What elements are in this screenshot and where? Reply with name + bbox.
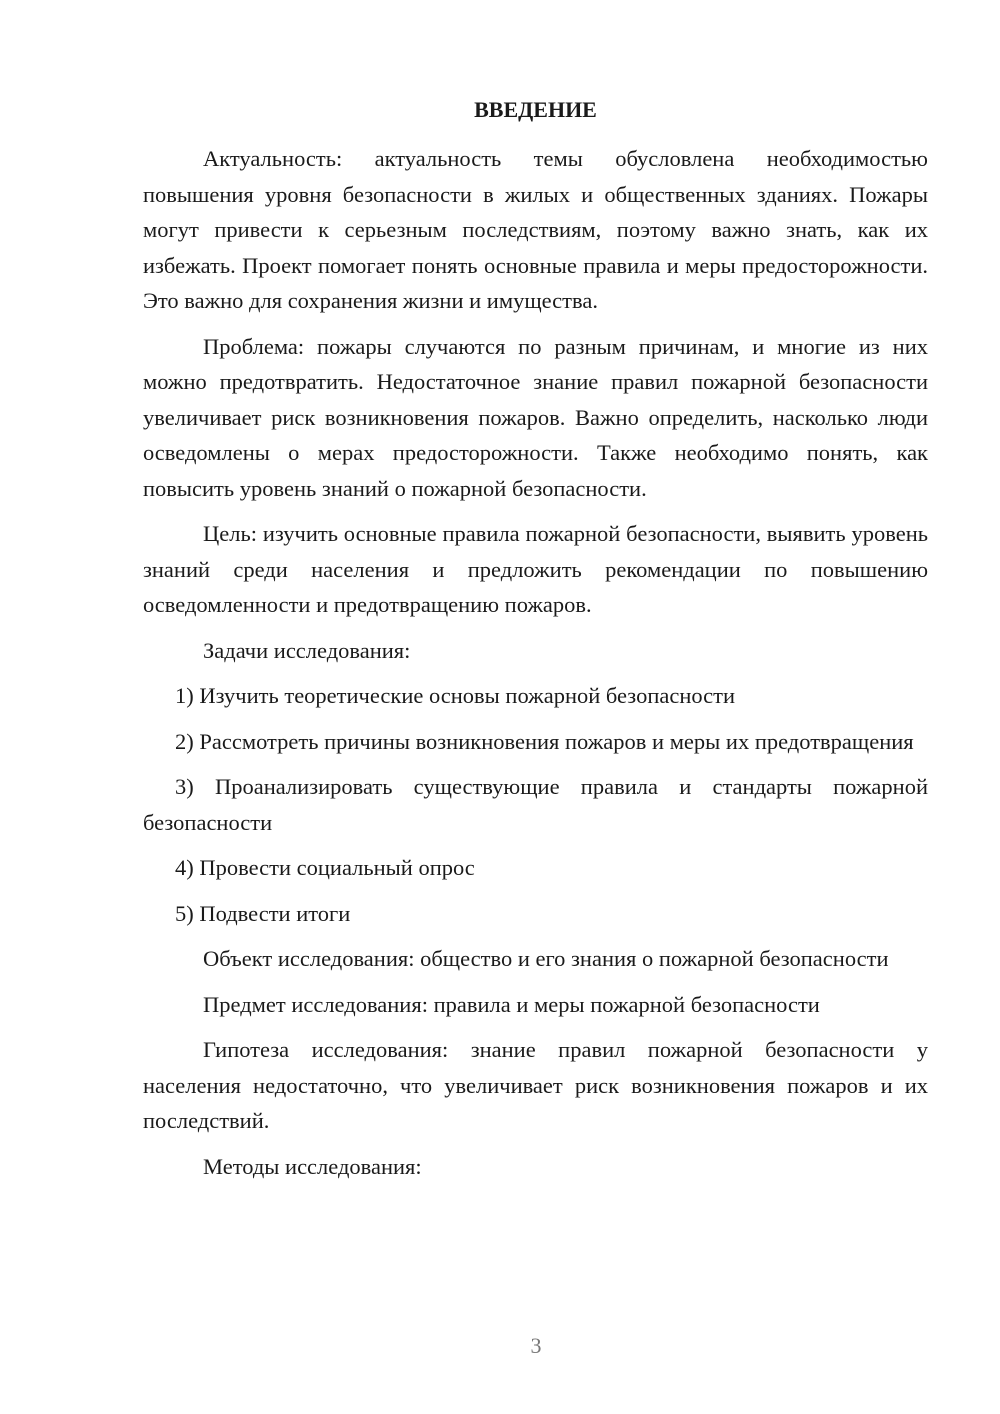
subject-paragraph: Предмет исследования: правила и меры пожарной безопасности — [203, 991, 820, 1017]
problem-paragraph: Проблема: пожары случаются по разным причинам, и многие из них можно предотвратить. Недостаточное знание правил пожарной безопасности увеличивает риск возникновения пожаров. Важно определить, насколько люди осведомлены о мерах предосторожности. Также необходимо понять, как повысить уровень знаний о пожарной безопасности. — [143, 333, 928, 501]
task-item-3: 3) Проанализировать существующие правила и стандарты пожарной безопасности — [143, 774, 928, 835]
document-page — [143, 92, 928, 1184]
object-paragraph: Объект исследования: общество и его знания о пожарной безопасности — [203, 946, 889, 971]
task-item-2: 2) Рассмотреть причины возникновения пожаров и меры их предотвращения — [175, 728, 914, 754]
section-title: ВВЕДЕНИЕ — [474, 97, 597, 122]
task-item-4: 4) Провести социальный опрос — [175, 855, 475, 880]
relevance-paragraph: Актуальность: актуальность темы обусловлена необходимостью повышения уровня безопасности в жилых и общественных зданиях. Пожары могут привести к серьезным последствиям, поэтому важно знать, как их избежать. Проект помогает понять основные правила и меры предосторожности. Это важно для сохранения жизни и имущества. — [143, 146, 928, 313]
task-item-5: 5) Подвести итоги — [175, 900, 351, 926]
task-item-1: 1) Изучить теоретические основы пожарной безопасности — [175, 683, 736, 708]
tasks-heading: Задачи исследования: — [203, 637, 411, 663]
page-number: 3 — [530, 1333, 542, 1358]
goal-paragraph: Цель: изучить основные правила пожарной безопасности, выявить уровень знаний среди населения и предложить рекомендации по повышению осведомленности и предотвращению пожаров. — [143, 521, 928, 617]
hypothesis-paragraph: Гипотеза исследования: знание правил пожарной безопасности у населения недостаточно, что увеличивает риск возникновения пожаров и их последствий. — [143, 1037, 928, 1133]
methods-heading: Методы исследования: — [203, 1153, 422, 1179]
